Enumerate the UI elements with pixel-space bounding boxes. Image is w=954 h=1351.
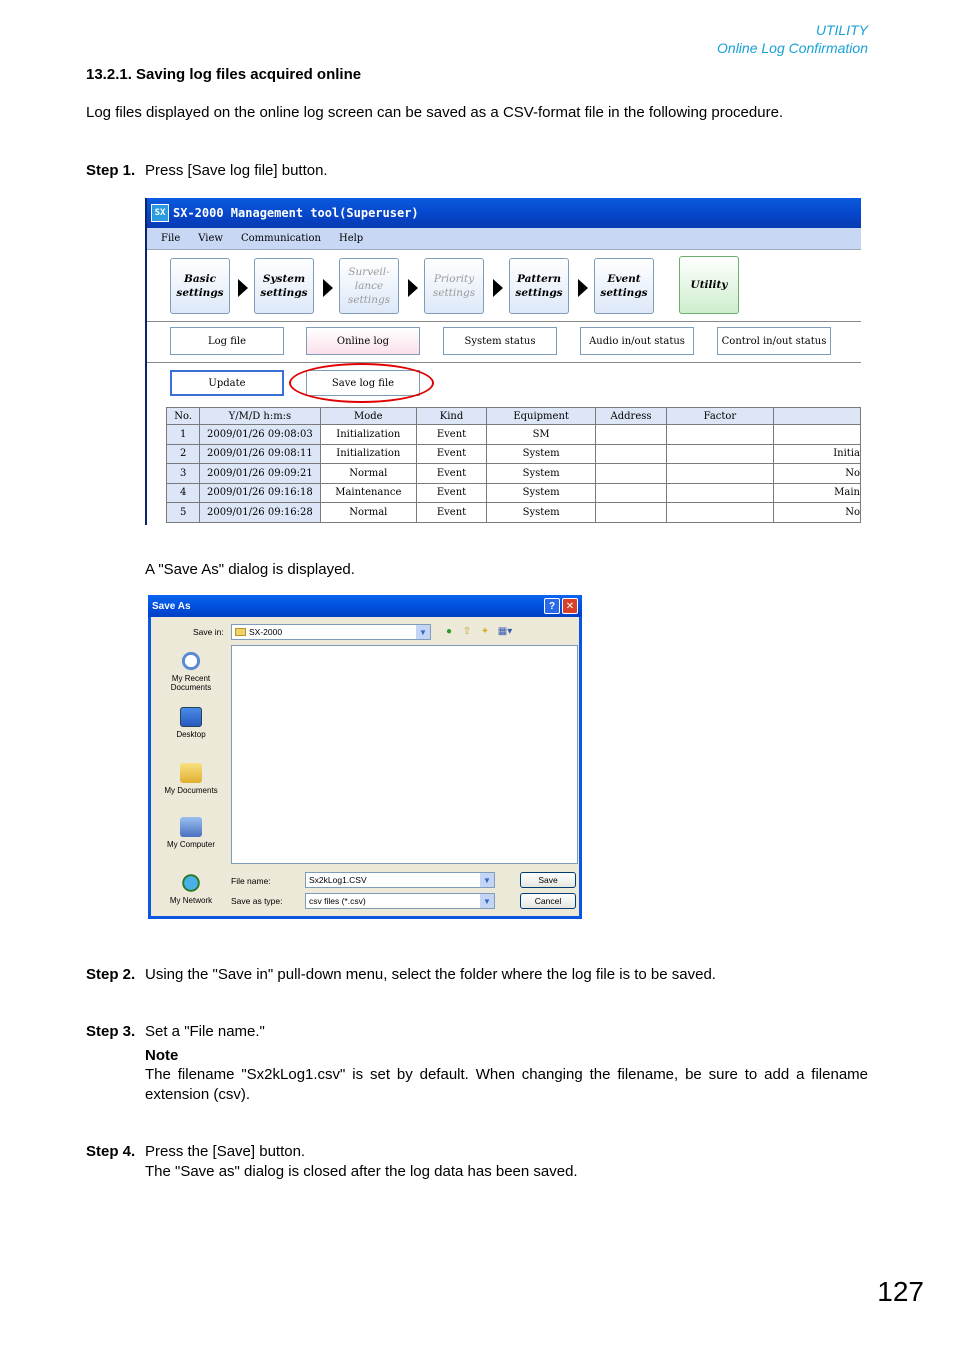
step-4-text-2: The "Save as" dialog is closed after the log data has been saved. (145, 1163, 578, 1180)
col-mode: Mode (320, 408, 416, 425)
tab-audio-status[interactable]: Audio in/out status (580, 327, 694, 355)
file-list-area[interactable] (231, 645, 578, 864)
table-row[interactable]: 1 2009/01/26 09:08:03 Initialization Event SM (167, 425, 861, 445)
col-kind: Kind (417, 408, 487, 425)
step-2-label: Step 2. (86, 966, 136, 983)
save-log-file-button[interactable]: Save log file (306, 370, 420, 396)
app-titlebar (147, 198, 861, 228)
dialog-title: Save As (152, 600, 191, 612)
tab-online-log[interactable]: Online log (306, 327, 420, 355)
step-4-label: Step 4. (86, 1143, 136, 1160)
tab-system-status[interactable]: System status (443, 327, 557, 355)
new-folder-icon[interactable]: ✦ (480, 625, 490, 637)
menu-communication[interactable]: Communication (241, 233, 321, 244)
place-my-computer[interactable]: My Computer (155, 817, 227, 849)
menu-help[interactable]: Help (338, 233, 364, 244)
update-button[interactable]: Update (170, 370, 284, 396)
chevron-down-icon: ▼ (416, 625, 430, 639)
flow-arrow-icon (323, 279, 333, 297)
chevron-down-icon: ▼ (480, 894, 494, 908)
page-number: 127 (877, 1276, 924, 1307)
view-menu-icon[interactable]: ▦▾ (497, 625, 513, 637)
my-documents-icon (180, 763, 202, 783)
settings-nav (147, 254, 861, 322)
tab-control-status[interactable]: Control in/out status (717, 327, 831, 355)
save-in-combo[interactable]: SX-2000 ▼ (231, 624, 431, 640)
step-3-text: Set a "File name." (145, 1023, 265, 1040)
col-extra (774, 408, 861, 425)
step-1-label: Step 1. (86, 162, 136, 179)
desktop-icon (180, 707, 202, 727)
save-as-type-select[interactable]: csv files (*.csv) ▼ (305, 893, 495, 909)
tab-log-file[interactable]: Log file (170, 327, 284, 355)
my-network-icon (180, 873, 202, 893)
my-computer-icon (180, 817, 202, 837)
up-folder-icon[interactable]: ⇧ (462, 625, 472, 637)
intro-paragraph: Log files displayed on the online log screen can be saved as a CSV-format file in the following procedure. (86, 104, 784, 121)
flow-arrow-icon (238, 279, 248, 297)
nav-priority-settings[interactable]: Priority settings (424, 258, 484, 314)
step-3-label: Step 3. (86, 1023, 136, 1040)
nav-surveillance-settings[interactable]: Surveil- lance settings (339, 258, 399, 314)
close-button[interactable]: ✕ (562, 598, 578, 614)
nav-basic-settings[interactable]: Basic settings (170, 258, 230, 314)
file-name-field[interactable]: Sx2kLog1.CSV ▼ (305, 872, 495, 888)
recent-documents-icon (180, 651, 202, 671)
app-logo-icon: SX (151, 204, 169, 222)
places-bar (155, 645, 227, 913)
cancel-button[interactable]: Cancel (520, 893, 576, 909)
menu-view[interactable]: View (198, 233, 223, 244)
table-row[interactable]: 5 2009/01/26 09:16:28 Normal Event System No (167, 503, 861, 523)
flow-arrow-icon (408, 279, 418, 297)
table-row[interactable]: 2 2009/01/26 09:08:11 Initialization Event System Initia (167, 444, 861, 464)
save-as-type-label: Save as type: (231, 896, 283, 906)
place-my-documents[interactable]: My Documents (155, 763, 227, 795)
save-as-dialog (148, 595, 582, 919)
menu-file[interactable]: File (161, 233, 181, 244)
col-address: Address (596, 408, 667, 425)
utility-tabs (147, 323, 861, 363)
col-datetime: Y/M/D h:m:s (200, 408, 320, 425)
col-factor: Factor (666, 408, 773, 425)
highlight-circle (289, 363, 434, 403)
dialog-titlebar (148, 595, 582, 617)
online-log-table (166, 407, 861, 523)
note-text: The filename "Sx2kLog1.csv" is set by default. When changing the filename, be sure to add a filename extension (csv). (145, 1066, 868, 1103)
save-button[interactable]: Save (520, 872, 576, 888)
table-row[interactable]: 3 2009/01/26 09:09:21 Normal Event System No (167, 464, 861, 484)
note-title: Note (145, 1047, 179, 1064)
app-title: SX-2000 Management tool(Superuser) (173, 206, 419, 220)
col-no: No. (167, 408, 200, 425)
help-button[interactable]: ? (544, 598, 560, 614)
place-desktop[interactable]: Desktop (155, 707, 227, 739)
place-recent[interactable]: My Recent Documents (155, 651, 227, 692)
save-in-label: Save in: (193, 627, 224, 637)
place-my-network[interactable]: My Network (155, 873, 227, 905)
nav-utility[interactable]: Utility (679, 256, 739, 314)
chevron-down-icon: ▼ (480, 873, 494, 887)
nav-pattern-settings[interactable]: Pattern settings (509, 258, 569, 314)
file-name-label: File name: (231, 876, 271, 886)
table-row[interactable]: 4 2009/01/26 09:16:18 Maintenance Event System Main (167, 483, 861, 503)
header-subsection: Online Log Confirmation (717, 40, 868, 56)
col-equipment: Equipment (486, 408, 595, 425)
step-4-text: Press the [Save] button. (145, 1143, 306, 1160)
app-menubar (147, 228, 861, 250)
management-tool-screenshot (145, 198, 861, 525)
flow-arrow-icon (578, 279, 588, 297)
nav-system-settings[interactable]: System settings (254, 258, 314, 314)
step-2-text: Using the "Save in" pull-down menu, select the folder where the log file is to be saved. (145, 966, 716, 983)
step-1-text: Press [Save log file] button. (145, 162, 328, 179)
folder-icon (235, 628, 246, 636)
flow-arrow-icon (493, 279, 503, 297)
nav-event-settings[interactable]: Event settings (594, 258, 654, 314)
back-icon[interactable]: ● (445, 625, 453, 637)
header-section: UTILITY (815, 22, 868, 38)
section-heading: 13.2.1. Saving log files acquired online (86, 66, 362, 83)
table-header-row (167, 408, 861, 425)
dialog-caption: A "Save As" dialog is displayed. (145, 561, 355, 578)
